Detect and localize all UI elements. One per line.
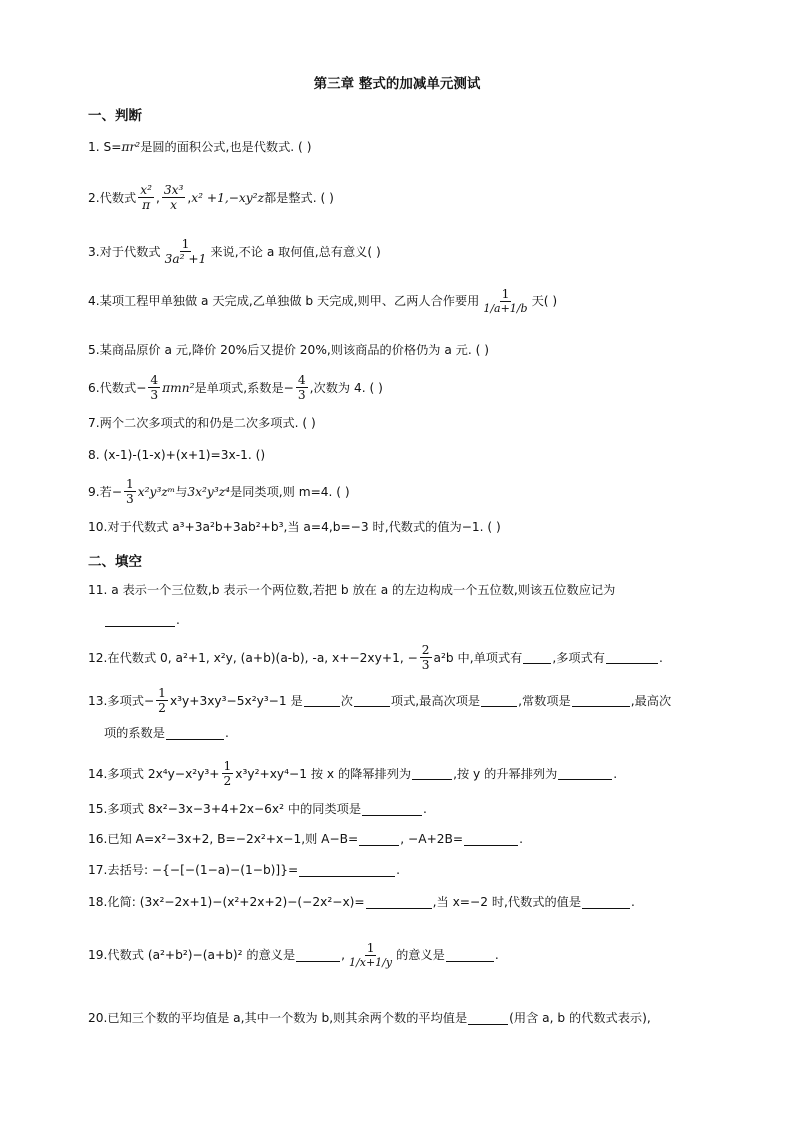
fraction: $\frac{1}{1/x+1/y}$ (349, 941, 393, 970)
answer-blank[interactable] (366, 896, 432, 909)
answer-blank[interactable] (412, 767, 452, 780)
question-20: 20.已知三个数的平均值是 a,其中一个数为 b,则其余两个数的平均值是 (用含 a, b 的代数式表示), (88, 1011, 651, 1026)
question-2: 2.代数式 $\frac{\text{x²}}{\pi}$ , $\frac{\text{3x³}}{x}$ , x² +1,−xy²z 都是整式. ( ) (88, 183, 334, 213)
page-title: 第三章 整式的加减单元测试 (313, 76, 481, 92)
question-13: 13.多项式− $\frac{1}{2}$ x³y+3xy³−5x²y³−1 是 次 项式,最高次项是 ,常数项是 ,最高次 (88, 686, 672, 716)
question-15: 15.多项式 8x²−3x−3+4+2x−6x² 中的同类项是 . (88, 802, 427, 817)
fraction: $\frac{2}{3}$ (421, 643, 430, 673)
question-12: 12.在代数式 0, a²+1, x²y, (a+b)(a-b), -a, x+−2xy+1, − $\frac{2}{3}$ a²b 中,单项式有 ,多项式有 . (88, 643, 663, 673)
answer-blank[interactable] (558, 767, 612, 780)
question-9: 9.若− $\frac{1}{3}$ x²y³zᵐ 与 3x²y³z⁴ 是同类项,则 m=4. ( ) (88, 477, 350, 507)
section-judgement: 一、判断 (88, 108, 142, 124)
answer-blank[interactable] (105, 614, 175, 627)
answer-blank[interactable] (523, 651, 551, 664)
question-1: 1. S= πr² 是圆的面积公式,也是代数式. ( ) (88, 140, 312, 154)
question-14: 14.多项式 2x⁴y−x²y³+ $\frac{1}{2}$ x³y²+xy⁴−1 按 x 的降幂排列为 ,按 y 的升幂排列为 . (88, 759, 618, 789)
question-3: 3.对于代数式 $\frac{1}{\text{3a² +1}}$ 来说,不论 a 取何值,总有意义( ) (88, 237, 381, 267)
answer-blank[interactable] (304, 694, 340, 707)
question-11: 11. a 表示一个三位数,b 表示一个两位数,若把 b 放在 a 的左边构成一个五位数,则该五位数应记为 (88, 583, 616, 597)
answer-blank[interactable] (572, 694, 630, 707)
question-16: 16.已知 A=x²−3x+2, B=−2x²+x−1,则 A−B= , −A+2B= . (88, 832, 523, 847)
question-8: 8. (x-1)-(1-x)+(x+1)=3x-1. () (88, 448, 266, 462)
answer-blank[interactable] (468, 1012, 508, 1025)
answer-blank[interactable] (359, 833, 399, 846)
fraction: $\frac{1}{2}$ (223, 759, 232, 789)
answer-blank[interactable] (464, 833, 518, 846)
question-19: 19.代数式 (a²+b²)−(a+b)² 的意义是 , $\frac{1}{1/x+1/y}$ 的意义是 . (88, 941, 499, 970)
fraction: $\frac{\text{x²}}{\pi}$ (140, 183, 152, 213)
answer-blank[interactable] (166, 727, 224, 740)
section-fill-in: 二、填空 (88, 554, 142, 570)
fraction: $\frac{4}{3}$ (297, 373, 306, 403)
answer-blank[interactable] (446, 949, 494, 962)
fraction: $\frac{1}{3}$ (126, 477, 134, 507)
answer-blank[interactable] (481, 694, 517, 707)
question-11-cont: . (104, 614, 734, 627)
fraction: $\frac{1}{2}$ (158, 686, 166, 716)
fraction: $\frac{1}{\text{3a² +1}}$ (164, 237, 207, 267)
question-13-cont: 项的系数是 . (104, 726, 229, 741)
answer-blank[interactable] (296, 949, 340, 962)
answer-blank[interactable] (354, 694, 390, 707)
question-6: 6.代数式− $\frac{4}{3}$ πmn² 是单项式,系数是− $\frac{4}{3}$ ,次数为 4. ( ) (88, 373, 383, 403)
fraction: $\frac{4}{3}$ (150, 373, 159, 403)
answer-blank[interactable] (362, 803, 422, 816)
question-10: 10.对于代数式 a³+3a²b+3ab²+b³,当 a=4,b=−3 时,代数式的值为−1. ( ) (88, 520, 501, 534)
question-18: 18.化简: (3x²−2x+1)−(x²+2x+2)−(−2x²−x)= ,当 x=−2 时,代数式的值是 . (88, 895, 635, 910)
question-4: 4.某项工程甲单独做 a 天完成,乙单独做 b 天完成,则甲、乙两人合作要用 $\frac{1}{1/a+1/b}$ 天( ) (88, 287, 558, 316)
answer-blank[interactable] (299, 864, 395, 877)
question-17: 17.去括号: −{−[−(1−a)−(1−b)]}= . (88, 863, 401, 878)
question-7: 7.两个二次多项式的和仍是二次多项式. ( ) (88, 416, 316, 430)
fraction: $\frac{\text{3x³}}{x}$ (163, 183, 184, 213)
answer-blank[interactable] (606, 651, 658, 664)
question-5: 5.某商品原价 a 元,降价 20%后又提价 20%,则该商品的价格仍为 a 元. ( ) (88, 343, 489, 357)
answer-blank[interactable] (582, 896, 630, 909)
fraction: $\frac{1}{1/a+1/b}$ (483, 287, 528, 316)
